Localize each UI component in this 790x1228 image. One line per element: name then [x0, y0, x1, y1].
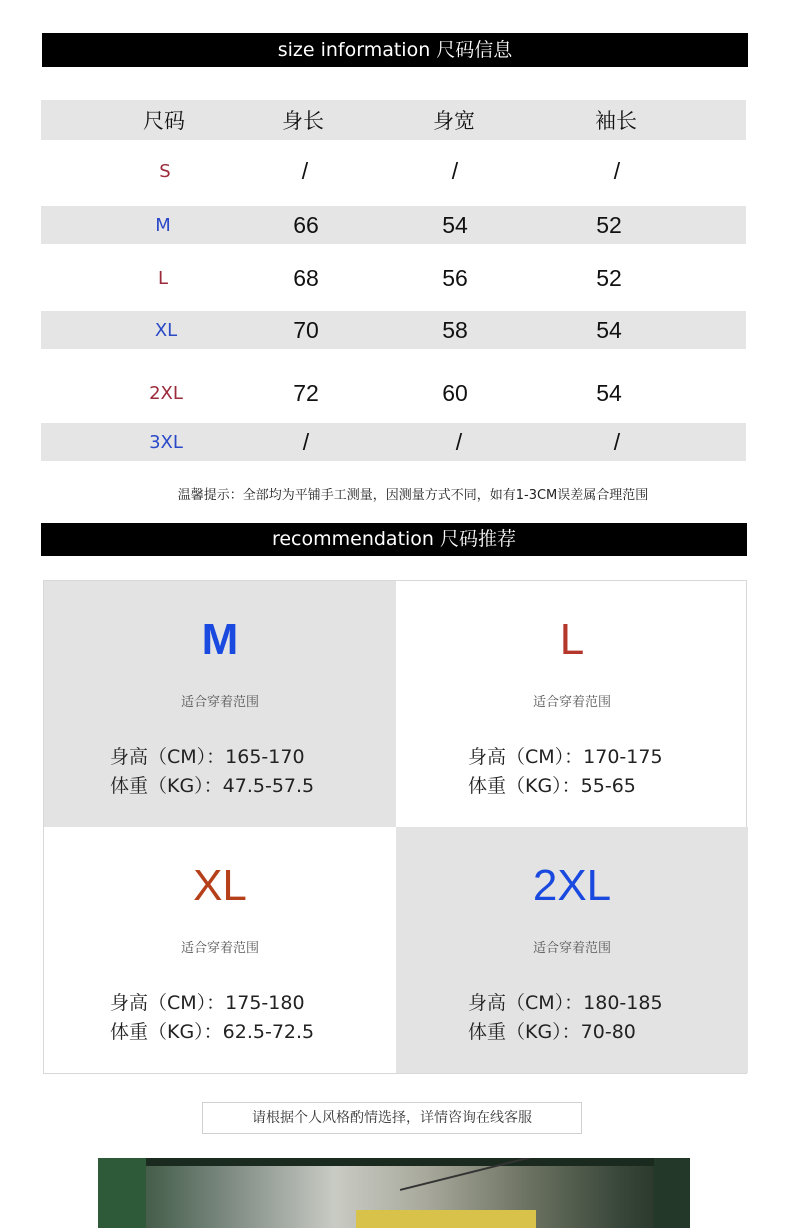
sleeve-value: 52: [596, 211, 622, 238]
recommendation-card-2xl: [396, 827, 748, 1073]
size-label: M: [155, 214, 171, 236]
weight-range: 体重（KG）：70-80: [468, 1021, 636, 1043]
sleeve-value: /: [613, 428, 621, 455]
width-value: 60: [442, 379, 468, 406]
height-range: 身高（CM）：180-185: [468, 992, 663, 1014]
length-value: /: [302, 428, 310, 455]
size-label: 3XL: [149, 431, 183, 453]
fit-range-label: 适合穿着范围: [180, 695, 259, 710]
card-size: XL: [193, 861, 247, 910]
sleeve-value: 54: [596, 316, 622, 343]
weight-range: 体重（KG）：62.5-72.5: [110, 1021, 315, 1043]
card-size: L: [559, 615, 585, 664]
recommendation-card-l: [396, 581, 748, 827]
height-range: 身高（CM）：165-170: [110, 746, 305, 768]
length-value: /: [301, 157, 309, 184]
product-photo: [98, 1158, 690, 1228]
size-label: S: [159, 160, 171, 182]
header-length: 身长: [282, 109, 324, 133]
header-width: 身宽: [433, 109, 475, 133]
card-size: M: [201, 615, 239, 664]
fit-range-label: 适合穿着范围: [532, 941, 611, 956]
height-range: 身高（CM）：170-175: [468, 746, 663, 768]
width-value: 54: [442, 211, 468, 238]
table-header-row: [41, 100, 746, 140]
contact-note: 请根据个人风格酌情选择，详情咨询在线客服: [202, 1102, 582, 1134]
measurement-note: 温馨提示：全部均为平铺手工测量，因测量方式不同，如有1-3CM误差属合理范围: [177, 488, 649, 503]
weight-range: 体重（KG）：47.5-57.5: [110, 775, 315, 797]
photo-post-right: [654, 1158, 690, 1228]
table-row: [41, 311, 746, 349]
length-value: 72: [293, 379, 319, 406]
sleeve-value: 52: [596, 264, 622, 291]
size-label: XL: [154, 319, 178, 341]
height-range: 身高（CM）：175-180: [110, 992, 305, 1014]
size-label: 2XL: [149, 382, 183, 404]
fit-range-label: 适合穿着范围: [532, 695, 611, 710]
card-size: 2XL: [532, 861, 612, 910]
table-row: [41, 372, 746, 414]
width-value: 56: [442, 264, 468, 291]
photo-beam: [98, 1158, 690, 1166]
recommendation-card-xl: [44, 827, 396, 1073]
sleeve-value: /: [613, 157, 621, 184]
table-row: [41, 206, 746, 244]
header-sleeve: 袖长: [595, 109, 637, 133]
weight-range: 体重（KG）：55-65: [468, 775, 636, 797]
table-row: [41, 423, 746, 461]
header-size: 尺码: [143, 109, 185, 133]
width-value: 58: [442, 316, 468, 343]
sleeve-value: 54: [596, 379, 622, 406]
recommendation-banner: recommendation 尺码推荐: [41, 523, 747, 556]
size-label: L: [157, 267, 169, 289]
fit-range-label: 适合穿着范围: [180, 941, 259, 956]
width-value: /: [455, 428, 463, 455]
table-row: [41, 150, 746, 192]
recommendation-card-m: [44, 581, 396, 827]
width-value: /: [451, 157, 459, 184]
size-information-banner: size information 尺码信息: [42, 33, 748, 67]
photo-crate: [356, 1210, 536, 1228]
recommendation-grid: [43, 580, 747, 1074]
photo-post-left: [98, 1158, 146, 1228]
length-value: 68: [293, 264, 319, 291]
length-value: 70: [293, 316, 319, 343]
length-value: 66: [293, 211, 319, 238]
table-row: [41, 258, 746, 298]
